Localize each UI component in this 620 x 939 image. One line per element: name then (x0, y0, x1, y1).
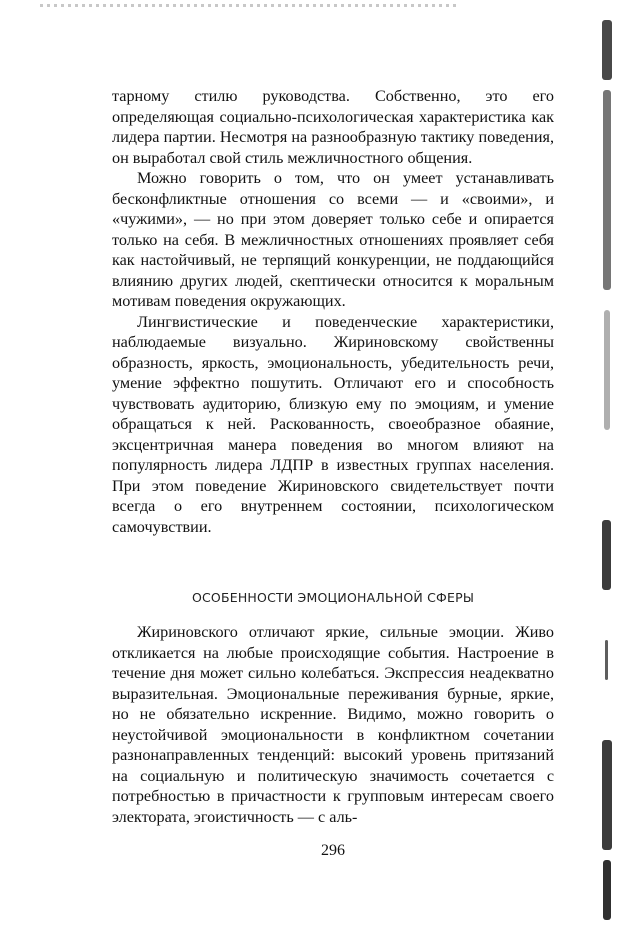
edge-mark (603, 90, 611, 290)
page-number: 296 (321, 842, 345, 859)
paragraph-3: Лингвистические и поведенческие характеристики, наблюдаемые визуально. Жириновскому свойственны образность, яркость, эмоциональность, убедительность речи, умение эффектно пошутить. Отличают его и способность чувствовать аудиторию, близкую ему по эмоциям, и умение обращаться к ней. Раскованность, своеобразное обаяние, эксцентричная манера поведения во многом влияют на популярность лидера ЛДПР в известных группах населения. При этом поведение Жириновского свидетельствует почти всегда о его внутреннем состоянии, психологическом самочувствии. (112, 312, 554, 536)
paragraph-4: Жириновского отличают яркие, сильные эмоции. Живо откликается на любые происходящие события. Настроение в течение дня может сильно колебаться. Экспрессия неадекватно выразительная. Эмоциональные переживания бурные, яркие, но не обязательно искренние. Видимо, можно говорить о неустойчивой эмоциональности в конфликтном сочетании разнонаправленных тенденций: высокий уровень притязаний на социальную и политическую значимость сочетается с потребностью в причастности к групповым интересам своего электората, эгоистичность — с аль- (112, 623, 554, 826)
edge-mark (603, 860, 611, 920)
scan-noise-top (40, 4, 460, 7)
page-edge-shadow (600, 20, 614, 925)
section-heading: ОСОБЕННОСТИ ЭМОЦИОНАЛЬНОЙ СФЕРЫ (191, 590, 475, 605)
edge-mark (604, 310, 610, 430)
edge-mark (605, 640, 608, 680)
edge-mark (602, 520, 611, 590)
paragraph-1: тарному стилю руководства. Собственно, это его определяющая социально-психологическая характеристика как лидера партии. Несмотря на разнообразную тактику поведения, он выработал свой стиль межличностного общения. (112, 87, 554, 167)
paragraph-2: Можно говорить о том, что он умеет устанавливать бесконфликтные отношения со всеми — и «своими», и «чужими», — но при этом доверяет только себе и опирается только на себя. В межличностных отношениях проявляет себя как настойчивый, не терпящий конкуренции, не поддающийся влиянию других людей, скептически относится к моральным мотивам поведения окружающих. (112, 169, 554, 310)
edge-mark (602, 740, 612, 850)
edge-mark (602, 20, 612, 80)
body-text-bottom (112, 622, 554, 827)
body-text-top (112, 86, 554, 537)
